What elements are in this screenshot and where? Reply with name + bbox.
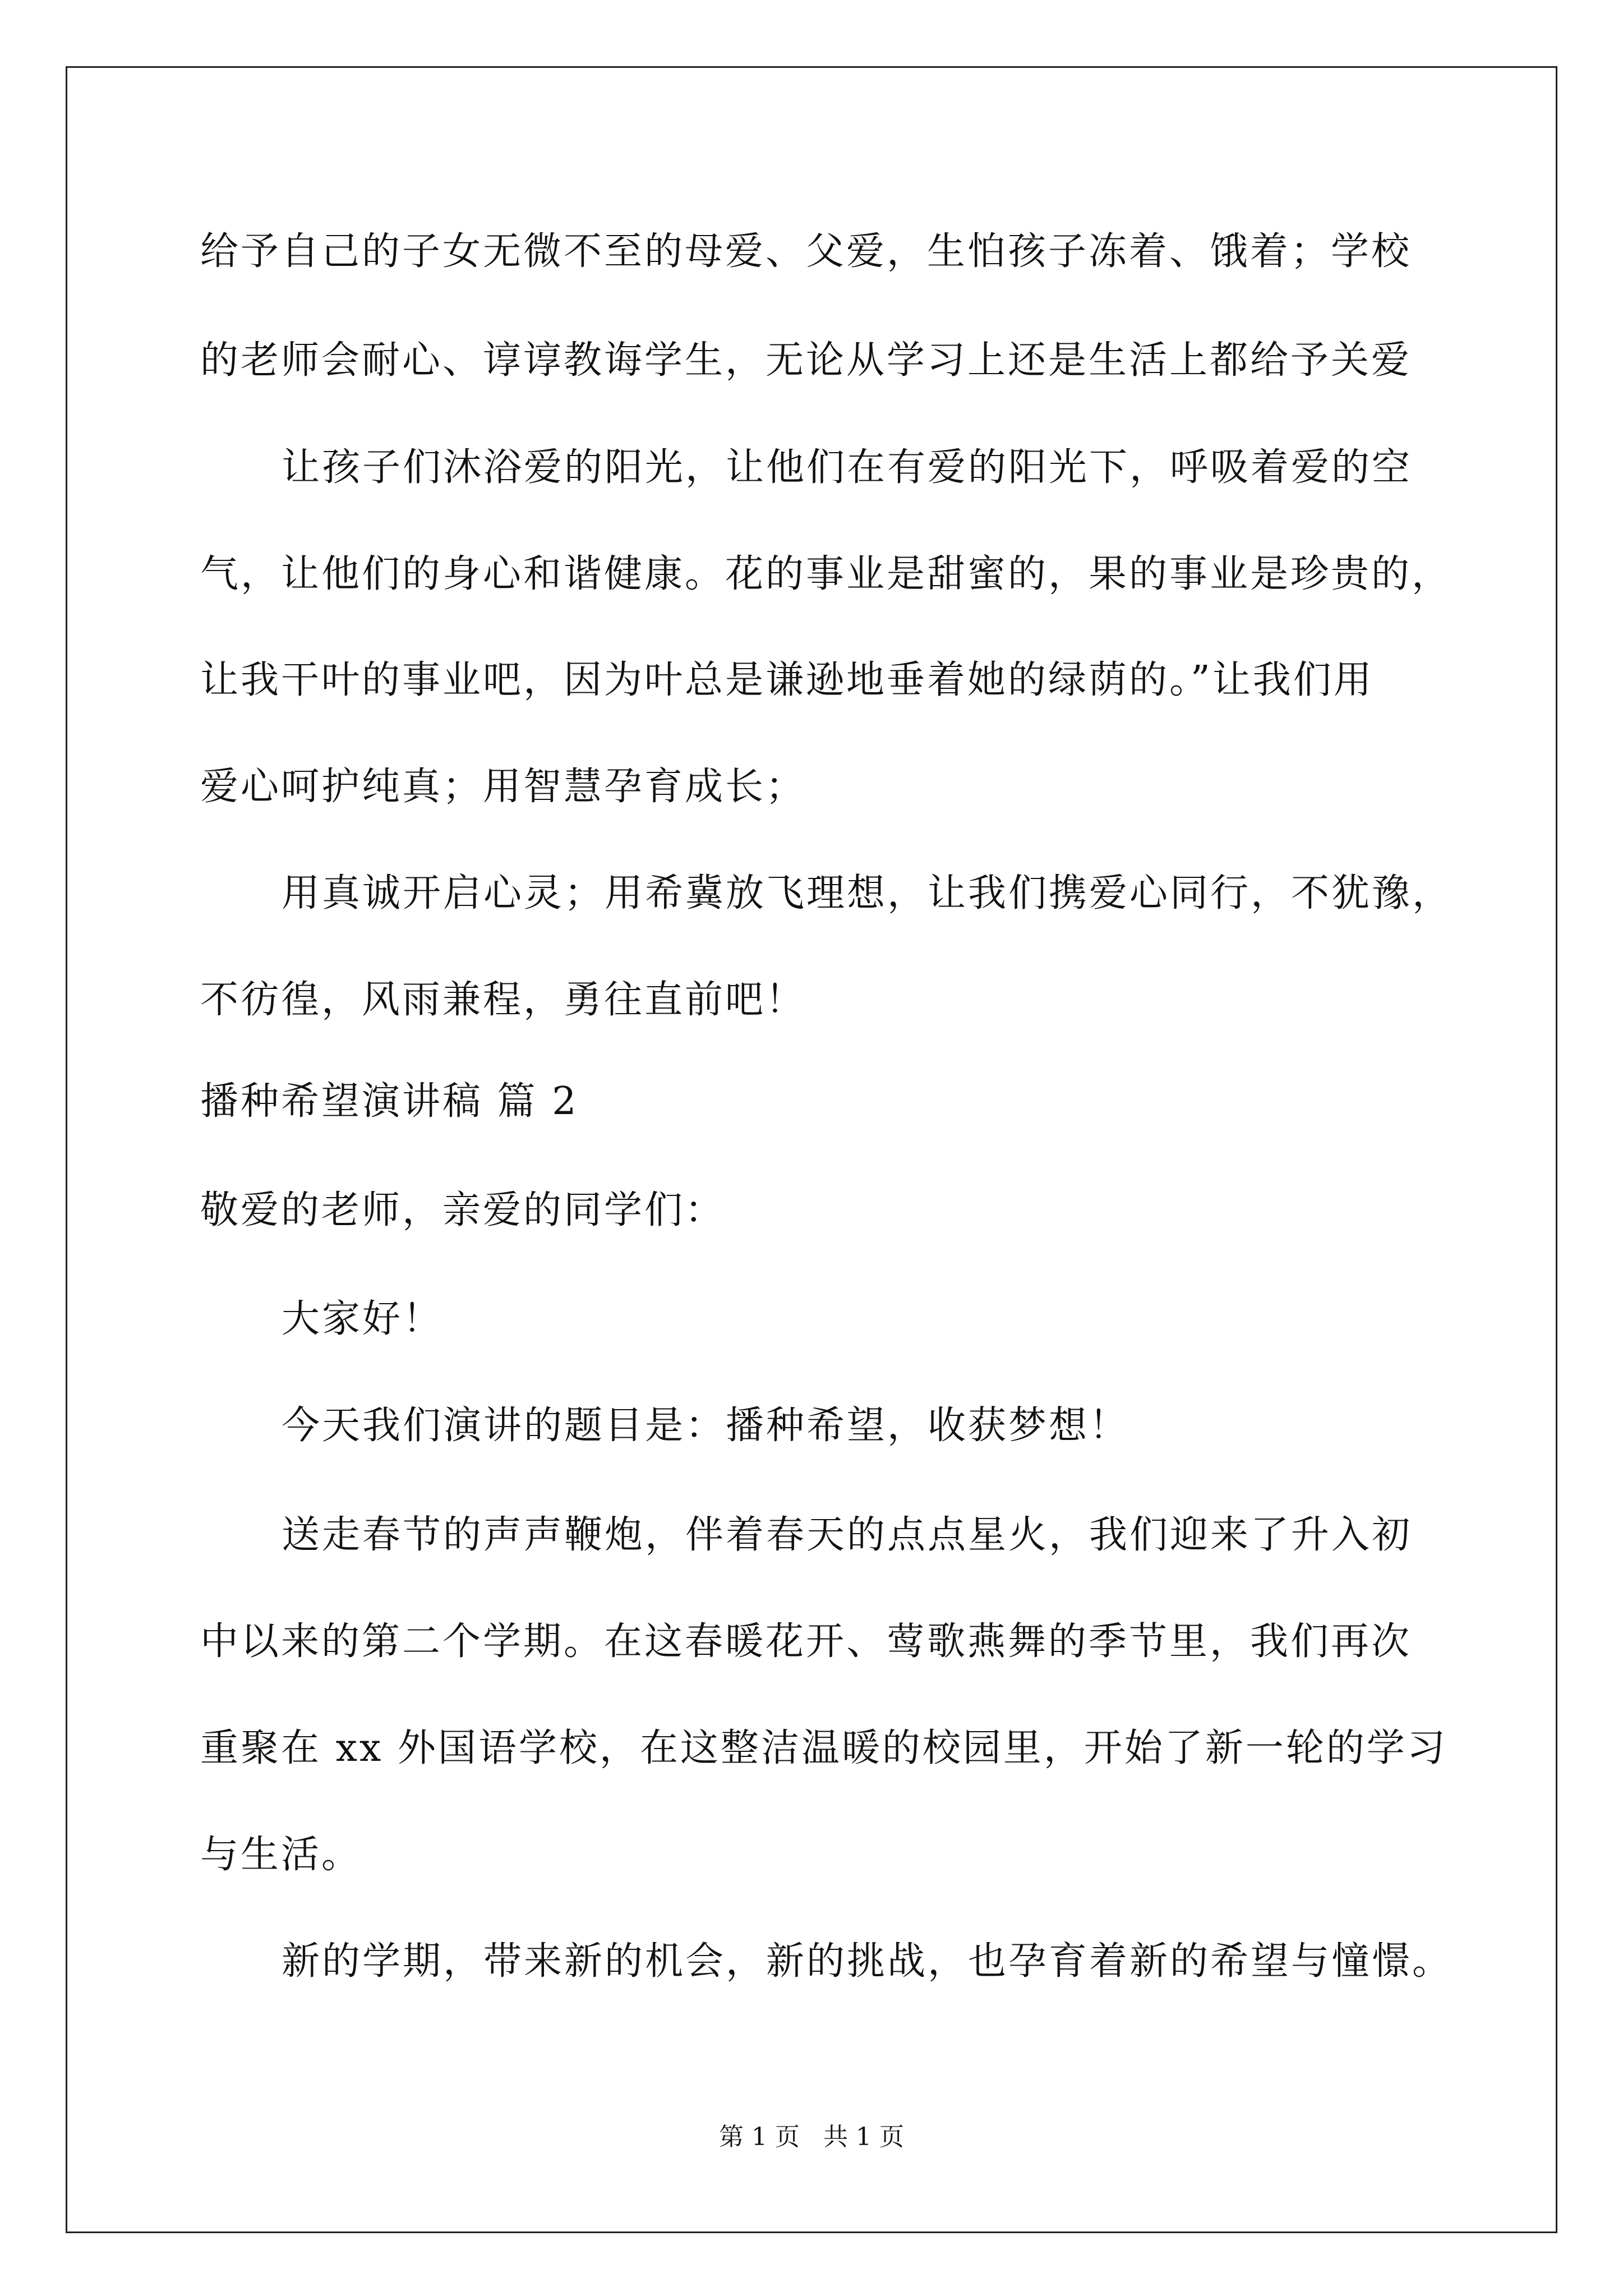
salutation: 敬爱的老师，亲爱的同学们：	[200, 1188, 726, 1232]
body-line: 新的学期，带来新的机会，新的挑战，也孕育着新的希望与憧憬。	[282, 1939, 1453, 1984]
body-line: 用真诚开启心灵；用希冀放飞理想，让我们携爱心同行，不犹豫，	[282, 871, 1453, 915]
page-footer: 第 1 页 共 1 页	[719, 2123, 904, 2151]
body-line: 让我干叶的事业吧，因为叶总是谦逊地垂着她的绿荫的。”让我们用	[200, 658, 1374, 702]
page-border	[66, 66, 1557, 2233]
section-heading: 播种希望演讲稿 篇 2	[200, 1079, 579, 1124]
body-line: 与生活。	[200, 1833, 362, 1877]
body-line: 让孩子们沐浴爱的阳光，让他们在有爱的阳光下，呼吸着爱的空	[282, 445, 1413, 490]
body-line: 今天我们演讲的题目是：播种希望，收获梦想！	[282, 1404, 1130, 1448]
body-line: 给予自己的子女无微不至的母爱、父爱，生怕孩子冻着、饿着；学校	[200, 229, 1412, 274]
greeting: 大家好！	[282, 1297, 444, 1341]
body-line: 的老师会耐心、谆谆教诲学生，无论从学习上还是生活上都给予关爱	[200, 338, 1412, 383]
body-line: 送走春节的声声鞭炮，伴着春天的点点星火，我们迎来了升入初	[282, 1513, 1413, 1557]
body-line: 不彷徨，风雨兼程，勇往直前吧！	[200, 978, 806, 1022]
body-line: 中以来的第二个学期。在这春暖花开、莺歌燕舞的季节里，我们再次	[200, 1619, 1412, 1664]
body-line: 气，让他们的身心和谐健康。花的事业是甜蜜的，果的事业是珍贵的，	[200, 552, 1453, 596]
body-line: 重聚在 xx 外国语学校，在这整洁温暖的校园里，开始了新一轮的学习	[200, 1726, 1447, 1770]
body-line: 爱心呵护纯真；用智慧孕育成长；	[200, 765, 806, 809]
